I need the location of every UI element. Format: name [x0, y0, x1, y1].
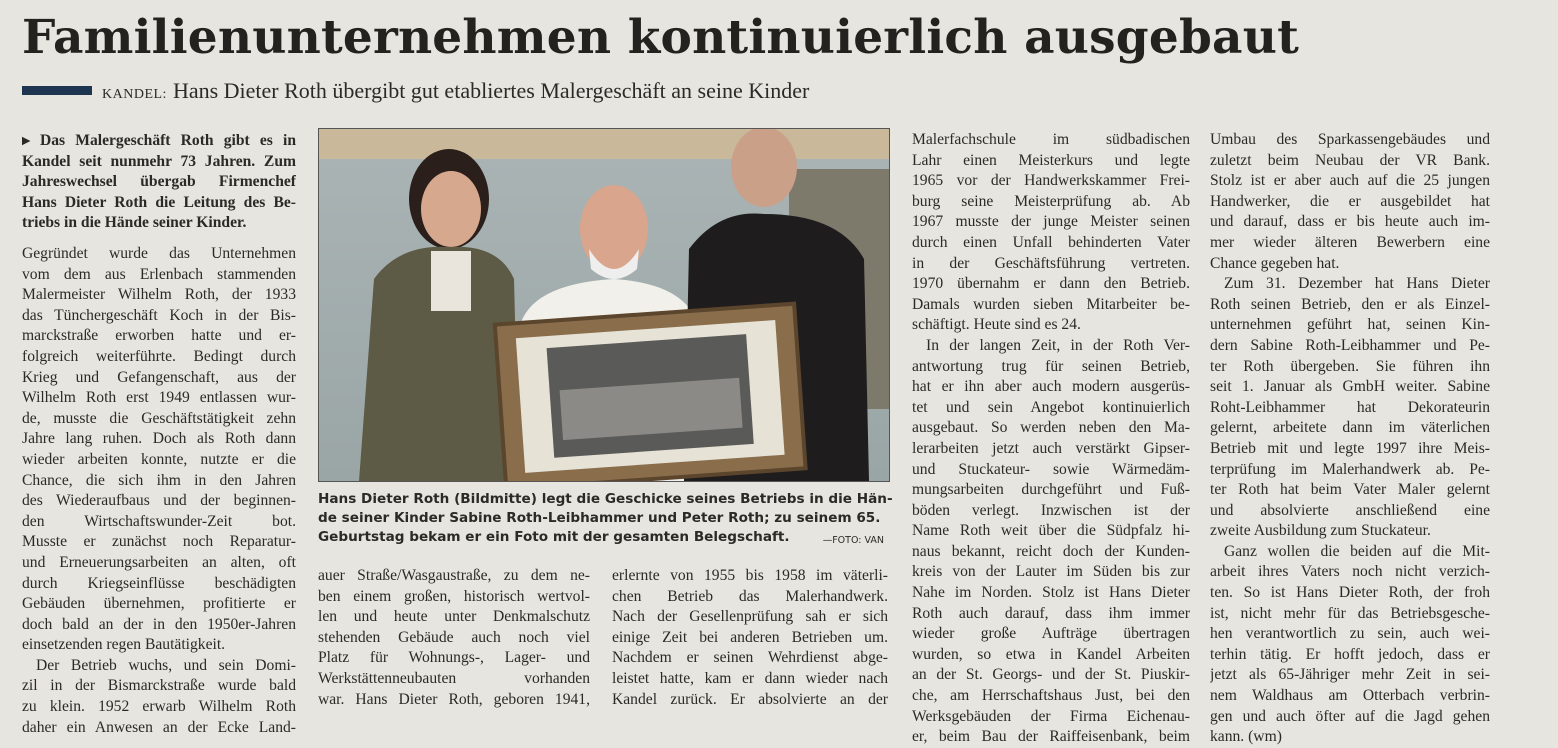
subheadline-text: Hans Dieter Roth übergibt gut etabliertes Malergeschäft an seine Kinder	[172, 78, 810, 103]
subheadline-kicker: KANDEL:	[102, 87, 167, 102]
text-line: ▸ Das Malergeschäft Roth gibt es in	[22, 132, 296, 149]
text-line: Kandel zurück. Er absolvierte an der	[612, 690, 888, 708]
text-line: de, musste die Geschäftstätigkeit zehn	[22, 409, 296, 427]
article-column-1	[22, 244, 296, 738]
text-line: ten. So ist Hans Dieter Roth, der froh	[1210, 584, 1490, 602]
text-line: leistet hatte, kam er dann wieder nach	[612, 669, 888, 687]
article-column-3	[612, 566, 888, 710]
text-line: Betrieb mit und legte 1997 ihre Meis-	[1210, 439, 1490, 457]
lead-paragraph	[22, 131, 296, 234]
text-line: 1967 musste der junge Meister seinen	[912, 213, 1190, 231]
text-line: Krieg und Gefangenschaft, aus der	[22, 368, 296, 386]
text-line: zil in der Bismarckstraße wurde bald	[22, 677, 296, 695]
text-line: folgreich weiterführte. Bedingt durch	[22, 347, 296, 365]
text-line: Hans Dieter Roth die Leitung des Be-	[22, 193, 296, 211]
headline: Familienunternehmen kontinuierlich ausgebaut	[22, 10, 1299, 65]
paragraph	[912, 336, 1190, 748]
paragraph	[912, 130, 1190, 336]
text-line: auer Straße/Wasgaustraße, zu dem ne-	[318, 567, 590, 584]
text-line: tet und sein Angebot kontinuierlich	[912, 398, 1190, 416]
framed-group-photo	[495, 304, 806, 481]
text-line: Werkstättenneubauten vorhanden	[318, 669, 590, 687]
subheadline	[102, 78, 809, 104]
paragraph	[318, 566, 590, 710]
text-line: durch Kriegseinflüsse beschädigten	[22, 574, 296, 592]
text-line: Kandel seit nunmehr 73 Jahren. Zum	[22, 152, 296, 170]
text-line: Lahr einen Meisterkurs und legte	[912, 151, 1190, 169]
text-line: nem Waldhaus am Otterbach verbrin-	[1210, 687, 1490, 705]
text-line: Jahreswechsel übergab Firmenchef	[22, 173, 296, 191]
text-line: zu klein. 1952 erwarb Wilhelm Roth	[22, 698, 296, 716]
text-line: ben einem großen, historisch wertvol-	[318, 587, 590, 605]
text-line: in der Geschäftsführung vertreten.	[912, 254, 1190, 272]
text-line: gelernt, arbeitete dann im väterlichen	[1210, 419, 1490, 437]
text-line: lerarbeiten jetzt auch verstärkt Gipser-	[912, 439, 1190, 457]
text-line: zweite Ausbildung zum Stuckateur.	[1210, 522, 1431, 540]
text-line: len und heute unter Denkmalschutz	[318, 608, 590, 626]
text-line: Zum 31. Dezember hat Hans Dieter	[1224, 275, 1490, 293]
text-line: Name Roth weit über die Südpfalz hi-	[912, 522, 1190, 540]
text-line: des Wiederaufbaus und der beginnen-	[22, 492, 296, 510]
text-line: einige Zeit bei anderen Betrieben um.	[612, 628, 888, 646]
text-line: vom dem aus Erlenbach stammenden	[22, 265, 296, 283]
text-line: das Tünchergeschäft Koch in der Bis-	[22, 306, 296, 324]
text-line: an der St. Georgs- und der St. Piuskir-	[912, 666, 1190, 684]
text-line: Jahre lang ruhen. Doch als Roth dann	[22, 430, 296, 448]
text-line: er, beim Bau der Raiffeisenbank, beim	[912, 728, 1190, 746]
text-line: ter Roth hat beim Vater Maler gelernt	[1210, 481, 1490, 499]
text-line: mer wieder älteren Bewerbern eine	[1210, 233, 1490, 251]
text-line: 1965 vor der Handwerkskammer Frei-	[912, 172, 1190, 190]
article-photo	[318, 128, 890, 482]
subheadline-bar	[22, 86, 92, 95]
text-line: doch bald an der in den 1950er-Jahren	[22, 615, 296, 633]
text-line: Roth auch darauf, dass ihm immer	[912, 604, 1190, 622]
text-line: Roht-Leibhammer hat Dekorateurin	[1210, 398, 1490, 416]
caption-line	[318, 528, 888, 547]
text-line: Chance, die sich ihm in den Jahren	[22, 471, 296, 489]
text-line: Umbau des Sparkassengebäudes und	[1210, 131, 1490, 148]
text-line: Musste er zunächst noch Reparatur-	[22, 533, 296, 551]
text-line: Nach der Gesellenprüfung sah er sich	[612, 608, 888, 626]
text-line: schäftigt. Heute sind es 24.	[912, 316, 1081, 334]
text-line: hat er ihn aber auch modern ausgerüs-	[912, 378, 1190, 396]
paragraph	[612, 566, 888, 710]
text-line: zuletzt beim Neubau der VR Bank.	[1210, 151, 1490, 169]
text-line: und darauf, dass er bis heute auch im-	[1210, 213, 1490, 231]
text-line: gen und auch öfter auf die Jagd gehen	[1210, 707, 1490, 725]
text-line: Handwerker, die er ausgebildet hat	[1210, 192, 1490, 210]
text-line: erlernte von 1955 bis 1958 im väterli-	[612, 567, 888, 584]
text-line: wurden, so etwa in Kandel Arbeiten	[912, 645, 1190, 663]
text-line: Chance gegeben hat.	[1210, 254, 1340, 272]
text-line: wieder arbeiten konnte, nutzte er die	[22, 450, 296, 468]
text-line: chen Betrieb das Malerhandwerk.	[612, 587, 888, 605]
caption-line: de seiner Kinder Sabine Roth-Leibhammer und Peter Roth; zu seinem 65.	[318, 510, 881, 526]
paragraph	[22, 244, 296, 656]
text-line: Ganz wollen die beiden auf die Mit-	[1224, 542, 1490, 560]
text-line: Platz für Wohnungs-, Lager- und	[318, 649, 590, 667]
text-line: durch einen Unfall behinderten Vater	[912, 233, 1190, 251]
text-line: arbeit ihres Vaters noch nicht verzich-	[1210, 563, 1490, 581]
caption-line-text: Geburtstag bekam er ein Foto mit der gesamten Belegschaft.	[318, 529, 790, 545]
text-line: Gegründet wurde das Unternehmen	[22, 245, 296, 262]
text-line: 1970 übernahm er dann den Betrieb.	[912, 275, 1190, 293]
text-line: ausgebaut. So werden neben den Ma-	[912, 419, 1190, 437]
text-line: hen verantwortlich zu sein, auch wei-	[1210, 625, 1490, 643]
article-column-4	[912, 130, 1190, 748]
text-line: und Stuckateur- sowie Wärmedäm-	[912, 460, 1190, 478]
text-line: Der Betrieb wuchs, und sein Domi-	[36, 656, 296, 674]
paragraph	[22, 656, 296, 738]
text-line: che, am Herrschaftshaus Just, bei den	[912, 687, 1190, 705]
text-line: daher ein Anwesen an der Ecke Land-	[22, 718, 296, 736]
text-line: Malerfachschule im südbadischen	[912, 131, 1190, 148]
text-line: stehenden Gebäude auch noch viel	[318, 628, 590, 646]
text-line: und Erneuerungsarbeiten an alten, oft	[22, 553, 296, 571]
text-line: jetzt als 65-Jähriger mehr Zeit in sei-	[1210, 666, 1490, 684]
text-line: ist, nicht mehr für das Betriebsgesche-	[1210, 604, 1490, 622]
text-line: den Wirtschaftswunder-Zeit bot.	[22, 512, 296, 530]
text-line: antwortung trug für seinen Betrieb,	[912, 357, 1190, 375]
paragraph	[1210, 274, 1490, 542]
text-line: und absolvierte anschließend eine	[1210, 501, 1490, 519]
text-line: böden verlegt. Inzwischen ist der	[912, 501, 1190, 519]
photo-illustration	[319, 129, 889, 481]
text-line: Roth seinen Betrieb, den er als Einzel-	[1210, 295, 1490, 313]
caption-line: Hans Dieter Roth (Bildmitte) legt die Geschicke seines Betriebs in die Hän-	[318, 491, 893, 507]
text-line: Nahe im Norden. Stolz ist Hans Dieter	[912, 584, 1190, 602]
text-line: einsetzenden regen Bautätigkeit.	[22, 636, 226, 654]
text-line: burg seine Meisterprüfung ab. Ab	[912, 192, 1190, 210]
text-line: Wilhelm Roth erst 1949 entlassen wur-	[22, 389, 296, 407]
text-line: triebs in die Hände seiner Kinder.	[22, 214, 247, 232]
text-line: mungsarbeiten durchgeführt und Fuß-	[912, 481, 1190, 499]
text-line: seit 1. Januar als GmbH weiter. Sabine	[1210, 378, 1490, 396]
text-line: kann. (wm)	[1210, 728, 1282, 746]
text-line: Gebäuden übernehmen, profitierte er	[22, 595, 296, 613]
text-line: dern Sabine Roth-Leibhammer und Pe-	[1210, 336, 1490, 354]
text-line: wieder große Aufträge übertragen	[912, 625, 1190, 643]
text-line: kreis von der Lauter im Süden bis zur	[912, 563, 1190, 581]
article-column-2	[318, 566, 590, 710]
text-line: terprüfung im Malerhandwerk ab. Pe-	[1210, 460, 1490, 478]
text-line: naus bekannt, reicht doch der Kunden-	[912, 542, 1190, 560]
text-line: war. Hans Dieter Roth, geboren 1941,	[318, 690, 590, 708]
text-line: Malermeister Wilhelm Roth, der 1933	[22, 286, 296, 304]
article-column-5	[1210, 130, 1490, 748]
text-line: unternehmen geführt hat, seinen Kin-	[1210, 316, 1490, 334]
text-line: Stolz ist er aber auch auf die 25 jungen	[1210, 172, 1490, 190]
photo-credit: —FOTO: VAN	[822, 535, 884, 546]
text-line: Nachdem er seinen Wehrdienst abge-	[612, 649, 888, 667]
text-line: ter Roth übergeben. Sie führen ihn	[1210, 357, 1490, 375]
paragraph	[1210, 542, 1490, 748]
text-line: marckstraße erworben hatte und er-	[22, 327, 296, 345]
text-line: Damals wurden sieben Mitarbeiter be-	[912, 295, 1190, 313]
text-line: In der langen Zeit, in der Roth Ver-	[926, 336, 1190, 354]
photo-caption	[318, 490, 893, 550]
text-line: Werksgebäuden der Firma Eichenau-	[912, 707, 1190, 725]
text-line: terhin tätig. Er hofft jedoch, dass er	[1210, 645, 1490, 663]
paragraph	[1210, 130, 1490, 274]
